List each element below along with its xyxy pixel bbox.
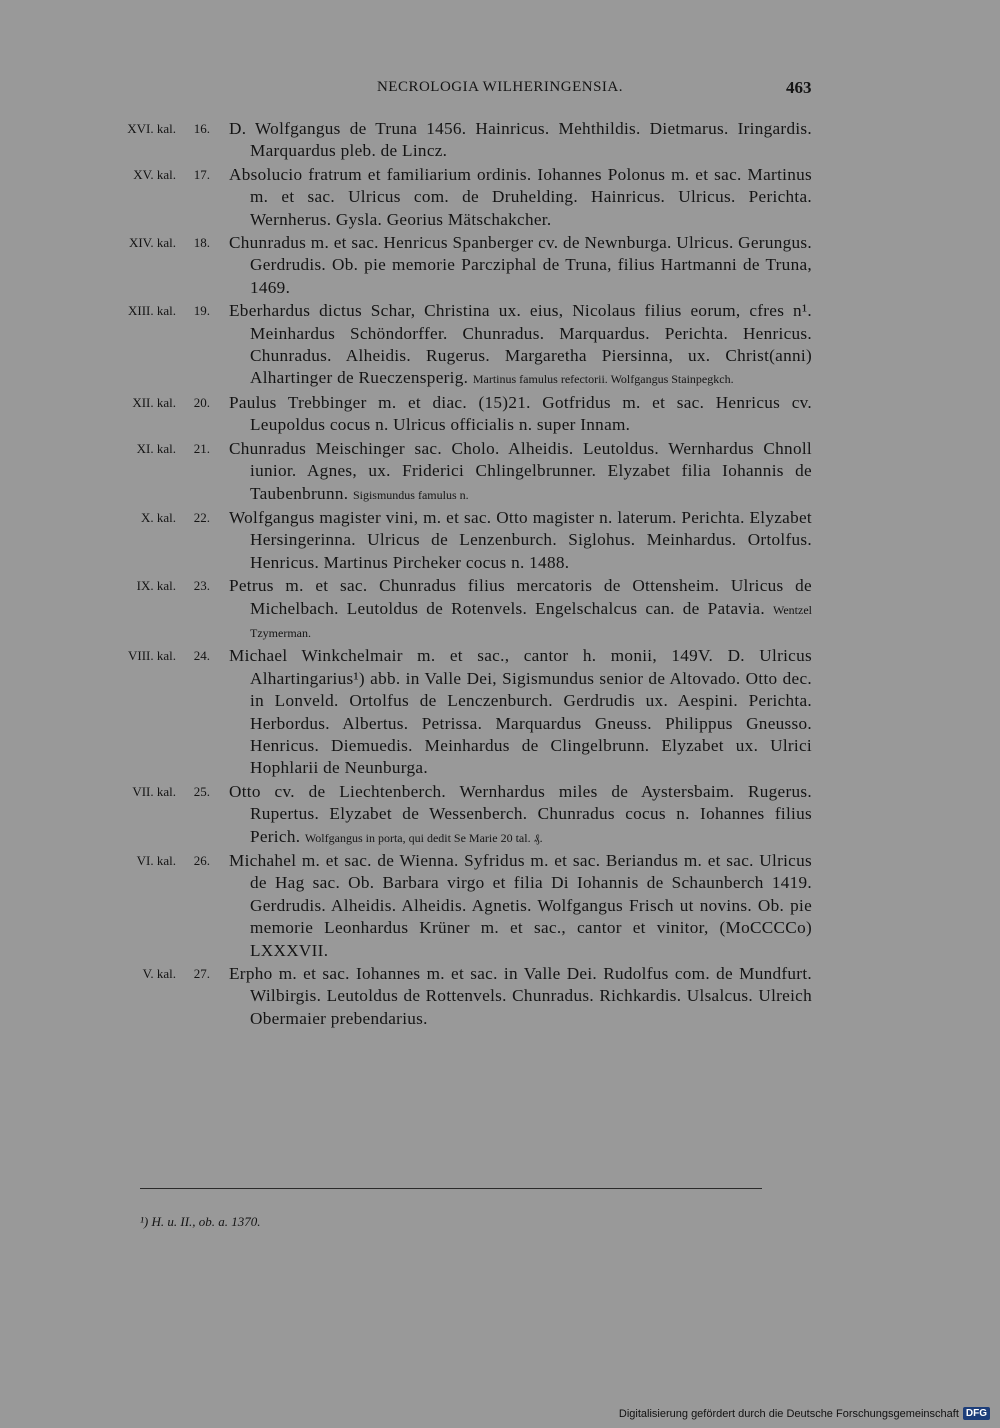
calendar-date: XV. kal. xyxy=(133,166,176,182)
entry-names: Absolucio fratrum et familiarium ordinis. Iohannes Polonus m. et sac. Martinus m. et sac. Ulricus com. de Druhelding. Hainricus. Ulricus. Perichta. Wernherus. Gysla. Georius Mätschakcher. xyxy=(229,164,812,229)
necrology-entry xyxy=(0,232,1000,299)
running-title: NECROLOGIA WILHERINGENSIA. xyxy=(376,79,624,95)
day-number: 26. xyxy=(193,853,210,868)
necrology-entry xyxy=(0,850,1000,962)
calendar-date: XII. kal. xyxy=(132,394,176,410)
entry-names: Michael Winkchelmair m. et sac., cantor h. monii, 149V. D. Ulricus Alhartingarius¹) abb. in Valle Dei, Sigismundus senior de Altovado. Otto dec. in Lonveld. Ortolfus de Lenczenburch. Gerdrudis ux. Aespini. Perichta. Herbordus. Albertus. Petrissa. Marquardus Gneuss. Philippus Gneusso. Henricus. Diemuedis. Meinhardus de Clingelbrunn. Elyzabet ux. Ulrici Hophlarii de Neunburga. xyxy=(229,646,812,778)
day-number: 21. xyxy=(193,440,210,456)
day-number: 17. xyxy=(193,166,210,182)
entry-text xyxy=(229,781,812,849)
entry-text xyxy=(229,645,812,779)
entry-names: Chunradus Meischinger sac. Cholo. Alheidis. Leutoldus. Wernhardus Chnoll iunior. Agnes, ux. Friderici Chlingelbrunner. Elyzabet filia Iohannis de Taubenbrunn. xyxy=(229,438,812,503)
entry-addition: Sigismundus famulus n. xyxy=(352,487,469,502)
calendar-date: VI. kal. xyxy=(136,853,176,868)
entry-addition: Martinus famulus refectorii. Wolfgangus Stainpegkch. xyxy=(472,372,734,387)
calendar-date: X. kal. xyxy=(140,509,176,525)
entry-names: Otto cv. de Liechtenberch. Wernhardus miles de Aystersbaim. Rugerus. Rupertus. Elyzabet de Wessenberch. Chunradus cocus n. Iohannes filius Perich. xyxy=(229,781,812,846)
calendar-date: V. kal. xyxy=(142,966,176,982)
day-number: 20. xyxy=(193,394,210,410)
necrology-entry xyxy=(0,438,1000,506)
entry-text xyxy=(229,232,812,299)
footer-text: Digitalisierung gefördert durch die Deutsche Forschungsgemeinschaft xyxy=(618,1407,959,1420)
calendar-date: IX. kal. xyxy=(136,578,176,594)
necrology-entry xyxy=(0,507,1000,574)
entry-text xyxy=(229,392,812,437)
calendar-date: VII. kal. xyxy=(132,783,176,799)
entry-addition: Wentzel Tzymerman. xyxy=(250,602,812,640)
calendar-date: XIV. kal. xyxy=(128,235,176,251)
calendar-date: VIII. kal. xyxy=(127,648,176,664)
necrology-entry xyxy=(0,164,1000,231)
day-number: 27. xyxy=(193,966,210,982)
calendar-date: XVI. kal. xyxy=(127,121,176,136)
necrology-entry xyxy=(0,781,1000,849)
calendar-date: XI. kal. xyxy=(136,440,176,456)
entry-names: Erpho m. et sac. Iohannes m. et sac. in Valle Dei. Rudolfus com. de Mundfurt. Wilbirgis. Leutoldus de Rottenvels. Chunradus. Richkardis. Ulsalcus. Ulreich Obermaier prebendarius. xyxy=(229,964,812,1028)
entry-text xyxy=(229,438,812,506)
entry-addition: Wolfgangus in porta, qui dedit Se Marie 20 tal. ₰. xyxy=(304,830,543,845)
entry-text xyxy=(229,118,812,163)
necrology-entry xyxy=(0,392,1000,437)
entry-text xyxy=(229,963,812,1030)
day-number: 19. xyxy=(193,303,210,319)
day-number: 25. xyxy=(193,783,210,799)
footnote-rule xyxy=(140,1188,762,1189)
necrology-entries xyxy=(0,118,1000,1031)
calendar-date: XIII. kal. xyxy=(127,303,176,319)
necrology-entry xyxy=(0,575,1000,644)
entry-text xyxy=(229,300,812,391)
entry-names: Chunradus m. et sac. Henricus Spanberger cv. de Newnburga. Ulricus. Gerungus. Gerdrudis. Ob. pie memorie Parcziphal de Truna, filius Hartmanni de Truna, 1469. xyxy=(229,233,812,297)
entry-names: Eberhardus dictus Schar, Christina ux. eius, Nicolaus filius eorum, cfres n¹. Meinhardus Schöndorffer. Chunradus. Marquardus. Perichta. Henricus. Chunradus. Alheidis. Rugerus. Margaretha Piersinna, ux. Christ(anni) Alhartinger de Rueczensperig. xyxy=(229,301,812,388)
day-number: 16. xyxy=(193,121,210,136)
entry-text xyxy=(229,850,812,962)
day-number: 23. xyxy=(193,578,210,594)
day-number: 22. xyxy=(193,509,210,525)
necrology-entry xyxy=(0,645,1000,779)
footer xyxy=(619,1407,990,1420)
day-number: 24. xyxy=(193,648,210,664)
entry-text xyxy=(229,164,812,231)
entry-names: Michahel m. et sac. de Wienna. Syfridus m. et sac. Beriandus m. et sac. Ulricus de Hag sac. Ob. Barbara virgo et filia Di Iohannis de Schaunberch 1419. Gerdrudis. Alheidis. Alheidis. Agnetis. Wolfgangus Frisch ut novins. Ob. pie memorie Leonhardus Krüner m. et sac., cantor et vinitor, (MoCCCCo) LXXXVII. xyxy=(229,851,812,960)
entry-names: Paulus Trebbinger m. et diac. (15)21. Gotfridus m. et sac. Henricus cv. Leupoldus cocus n. Ulricus officialis n. super Innam. xyxy=(229,392,812,435)
entry-text xyxy=(229,575,812,644)
footnote: ¹) H. u. II., ob. a. 1370. xyxy=(140,1214,261,1229)
day-number: 18. xyxy=(193,235,210,251)
necrology-entry xyxy=(0,300,1000,391)
dfg-logo: DFG xyxy=(963,1407,990,1420)
entry-names: D. Wolfgangus de Truna 1456. Hainricus. Mehthildis. Dietmarus. Iringardis. Marquardus pleb. de Lincz. xyxy=(229,119,812,161)
necrology-entry xyxy=(0,118,1000,163)
necrology-entry xyxy=(0,963,1000,1030)
entry-names: Wolfgangus magister vini, m. et sac. Otto magister n. laterum. Perichta. Elyzabet Hersingerinna. Ulricus de Lenzenburch. Siglohus. Meinhardus. Ortolfus. Henricus. Martinus Pircheker cocus n. 1488. xyxy=(229,507,812,572)
page-number: 463 xyxy=(786,78,812,97)
entry-text xyxy=(229,507,812,574)
entry-names: Petrus m. et sac. Chunradus filius mercatoris de Ottensheim. Ulricus de Michelbach. Leutoldus de Rotenvels. Engelschalcus can. de Patavia. xyxy=(229,576,812,618)
